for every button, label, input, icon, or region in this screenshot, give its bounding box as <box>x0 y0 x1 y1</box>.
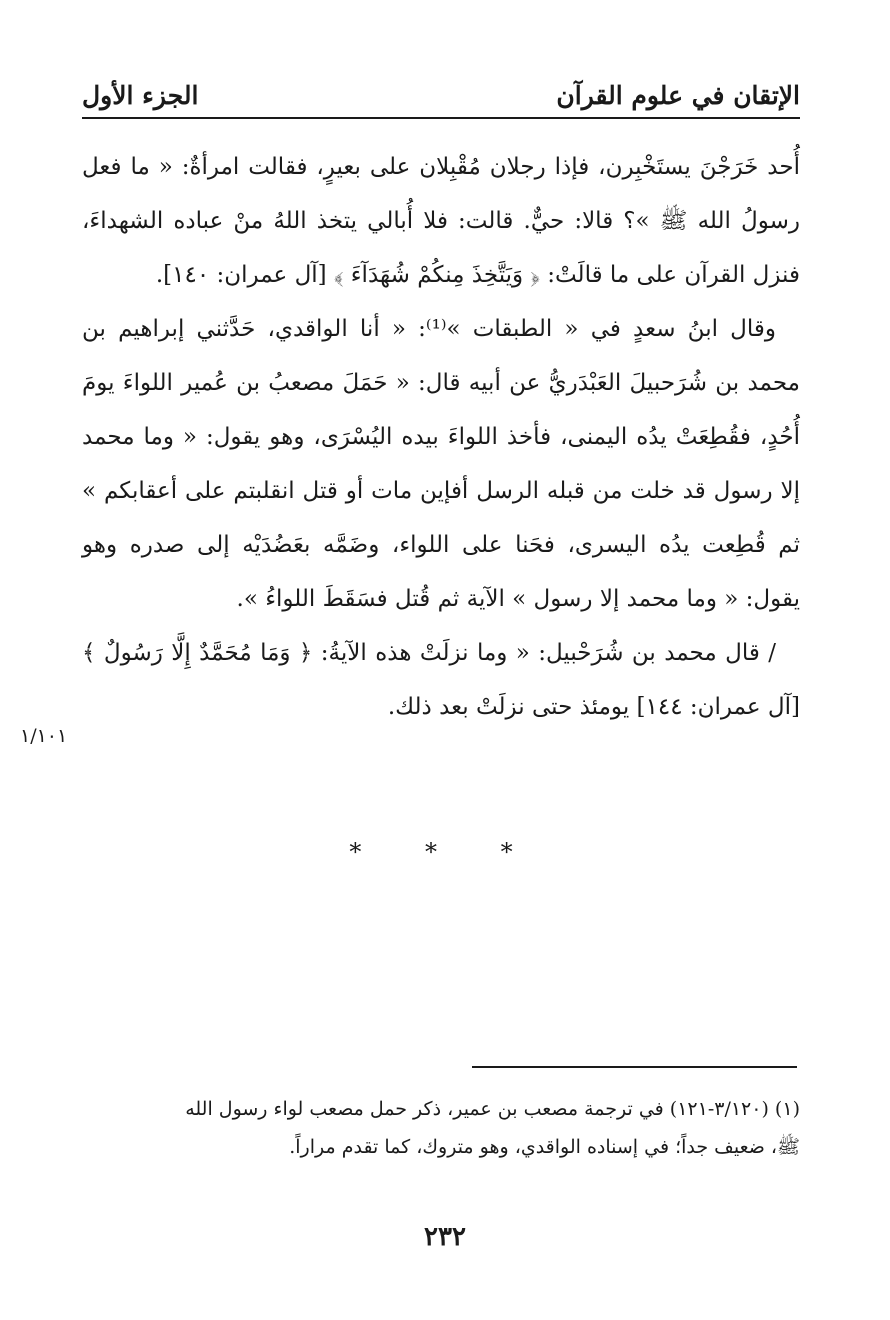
margin-reference: ١/١٠١ <box>20 725 68 747</box>
book-title: الإتقان في علوم القرآن <box>556 81 800 110</box>
paragraph-1: أُحد خَرَجْنَ يستَخْبِرن، فإذا رجلان مُقْبِلان على بعيرٍ، فقالت امرأةٌ: « ما فعل رسولُ الله ﷺ »؟ قالا: حيٌّ. قالت: فلا أُبالي يتخذ اللهُ منْ عباده الشهداءَ، فنزل القرآن على ما قالَتْ: ﴿ وَيَتَّخِذَ مِنكُمْ شُهَدَآءَ ﴾ [آل عمران: ١٤٠]. <box>82 154 800 288</box>
paragraph-2: وقال ابنُ سعدٍ في « الطبقات »⁽¹⁾: « أنا الواقدي، حَدَّثني إبراهيم بن محمد بن شُرَحبيلَ العَبْدَريُّ عن أبيه قال: « حَمَلَ مصعبُ بن عُمير اللواءَ يومَ أُحُدٍ، فقُطِعَتْ يدُه اليمنى، فأخذ اللواءَ بيده اليُسْرَى، وهو يقول: « وما محمد إلا رسول قد خلت من قبله الرسل أفإين مات أو قتل انقلبتم على أعقابكم » ثم قُطِعت يدُه اليسرى، فحَنا على اللواء، وضَمَّه بعَضُدَيْه إلى صدره وهو يقول: « وما محمد إلا رسول » الآية ثم قُتل فسَقَطَ اللواءُ ». <box>82 316 800 612</box>
running-header <box>82 70 800 110</box>
volume-label: الجزء الأول <box>82 81 199 110</box>
footnote-line-2: ﷺ، ضعيف جداً؛ في إسناده الواقدي، وهو متروك، كما تقدم مراراً. <box>289 1136 800 1158</box>
main-text <box>82 140 800 734</box>
paragraph-3-text: قال محمد بن شُرَحْبيل: « وما نزلَتْ هذه الآيةُ: ﴿ وَمَا مُحَمَّدٌ إِلَّا رَسُولٌ ﴾ [آل عمران: ١٤٤] يومئذ حتى نزلَتْ بعد ذلك. <box>82 640 800 720</box>
page-break-marker: / <box>768 640 777 666</box>
footnote-line-1: (١) (٣/١٢٠-١٢١) في ترجمة مصعب بن عمير، ذكر حمل مصعب لواء رسول الله <box>185 1098 800 1120</box>
page-number: ٢٣٢ <box>424 1222 466 1252</box>
footnote-rule <box>472 1066 797 1068</box>
section-separator: * * * <box>349 838 541 866</box>
header-rule <box>82 117 800 119</box>
paragraph-3 <box>82 626 800 734</box>
footnote <box>82 1090 800 1166</box>
